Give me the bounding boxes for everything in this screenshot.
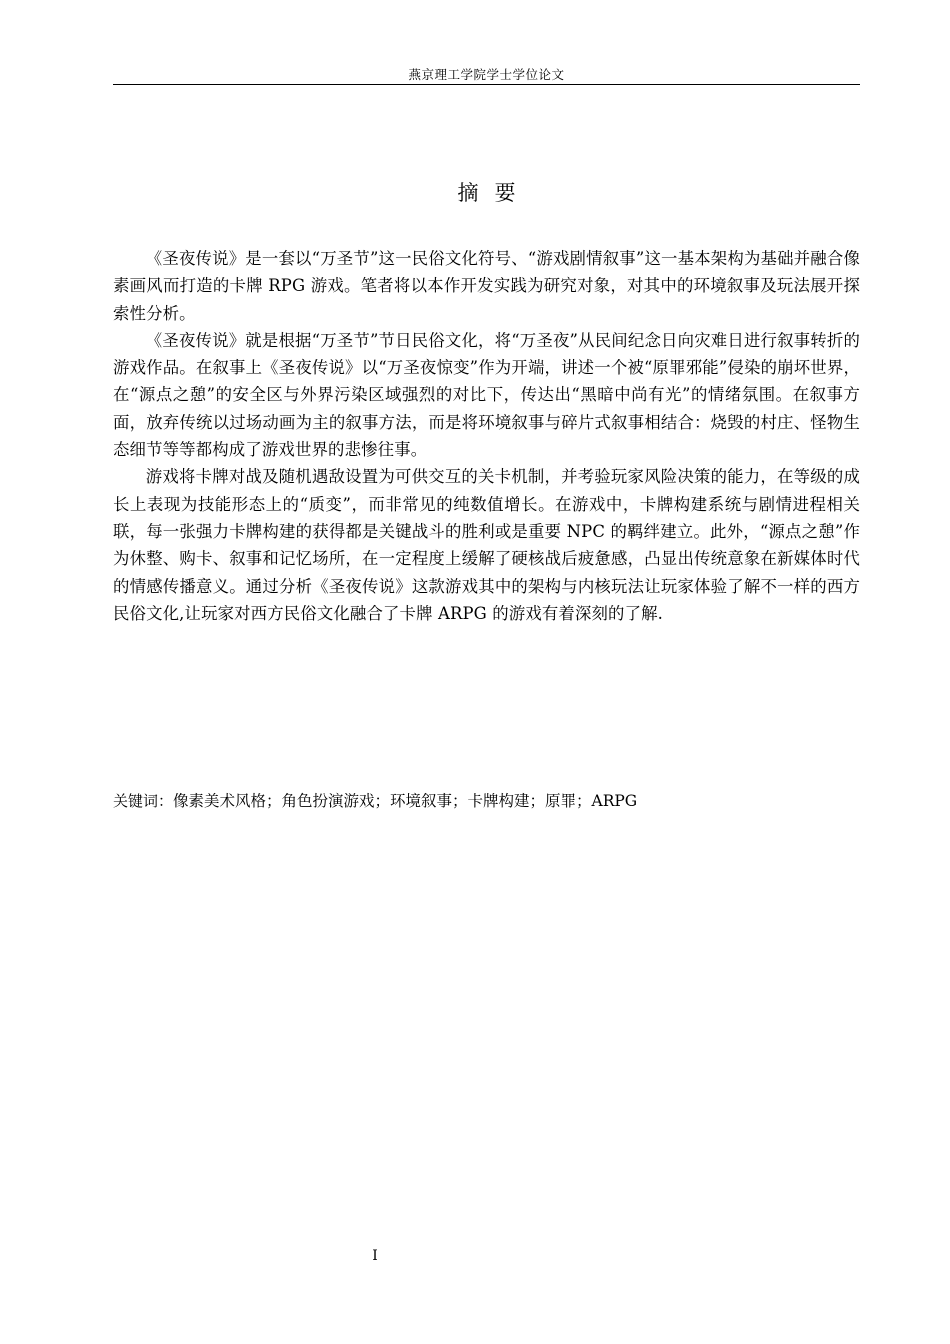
running-header: 燕京理工学院学士学位论文 [408,67,565,82]
abstract-paragraph-2: 《圣夜传说》就是根据“万圣节”节日民俗文化，将“万圣夜”从民间纪念日向灾难日进行叙事转折的游戏作品。在叙事上《圣夜传说》以“万圣夜惊变”作为开端，讲述一个被“原罪邪能”侵染的崩坏世界，在“源点之憩”的安全区与外界污染区域强烈的对比下，传达出“黑暗中尚有光”的情绪氛围。在叙事方面，放弃传统以过场动画为主的叙事方法，而是将环境叙事与碎片式叙事相结合：烧毁的村庄、怪物生态细节等等都构成了游戏世界的悲惨往事。 [113,330,860,460]
keywords-text: 像素美术风格；角色扮演游戏；环境叙事；卡牌构建；原罪；ARPG [173,792,638,810]
header-rule [113,84,860,85]
keywords-line [113,788,860,814]
abstract-body [113,245,860,627]
abstract-title: 摘要 [457,181,532,205]
keywords-label: 关键词： [113,792,174,810]
page-number: I [372,1248,378,1264]
abstract-paragraph-3: 游戏将卡牌对战及随机遇敌设置为可供交互的关卡机制，并考验玩家风险决策的能力，在等级的成长上表现为技能形态上的“质变”，而非常见的纯数值增长。在游戏中，卡牌构建系统与剧情进程相关联，每一张强力卡牌构建的获得都是关键战斗的胜利或是重要 NPC 的羁绊建立。此外，“源点之憩”作为休整、购卡、叙事和记忆场所，在一定程度上缓解了硬核战后疲惫感，凸显出传统意象在新媒体时代的情感传播意义。通过分析《圣夜传说》这款游戏其中的架构与内核玩法让玩家体验了解不一样的西方民俗文化,让玩家对西方民俗文化融合了卡牌 ARPG 的游戏有着深刻的了解. [113,467,860,623]
abstract-paragraph-1: 《圣夜传说》是一套以“万圣节”这一民俗文化符号、“游戏剧情叙事”这一基本架构为基础并融合像素画风而打造的卡牌 RPG 游戏。笔者将以本作开发实践为研究对象，对其中的环境叙事及玩法展开探索性分析。 [113,249,860,323]
